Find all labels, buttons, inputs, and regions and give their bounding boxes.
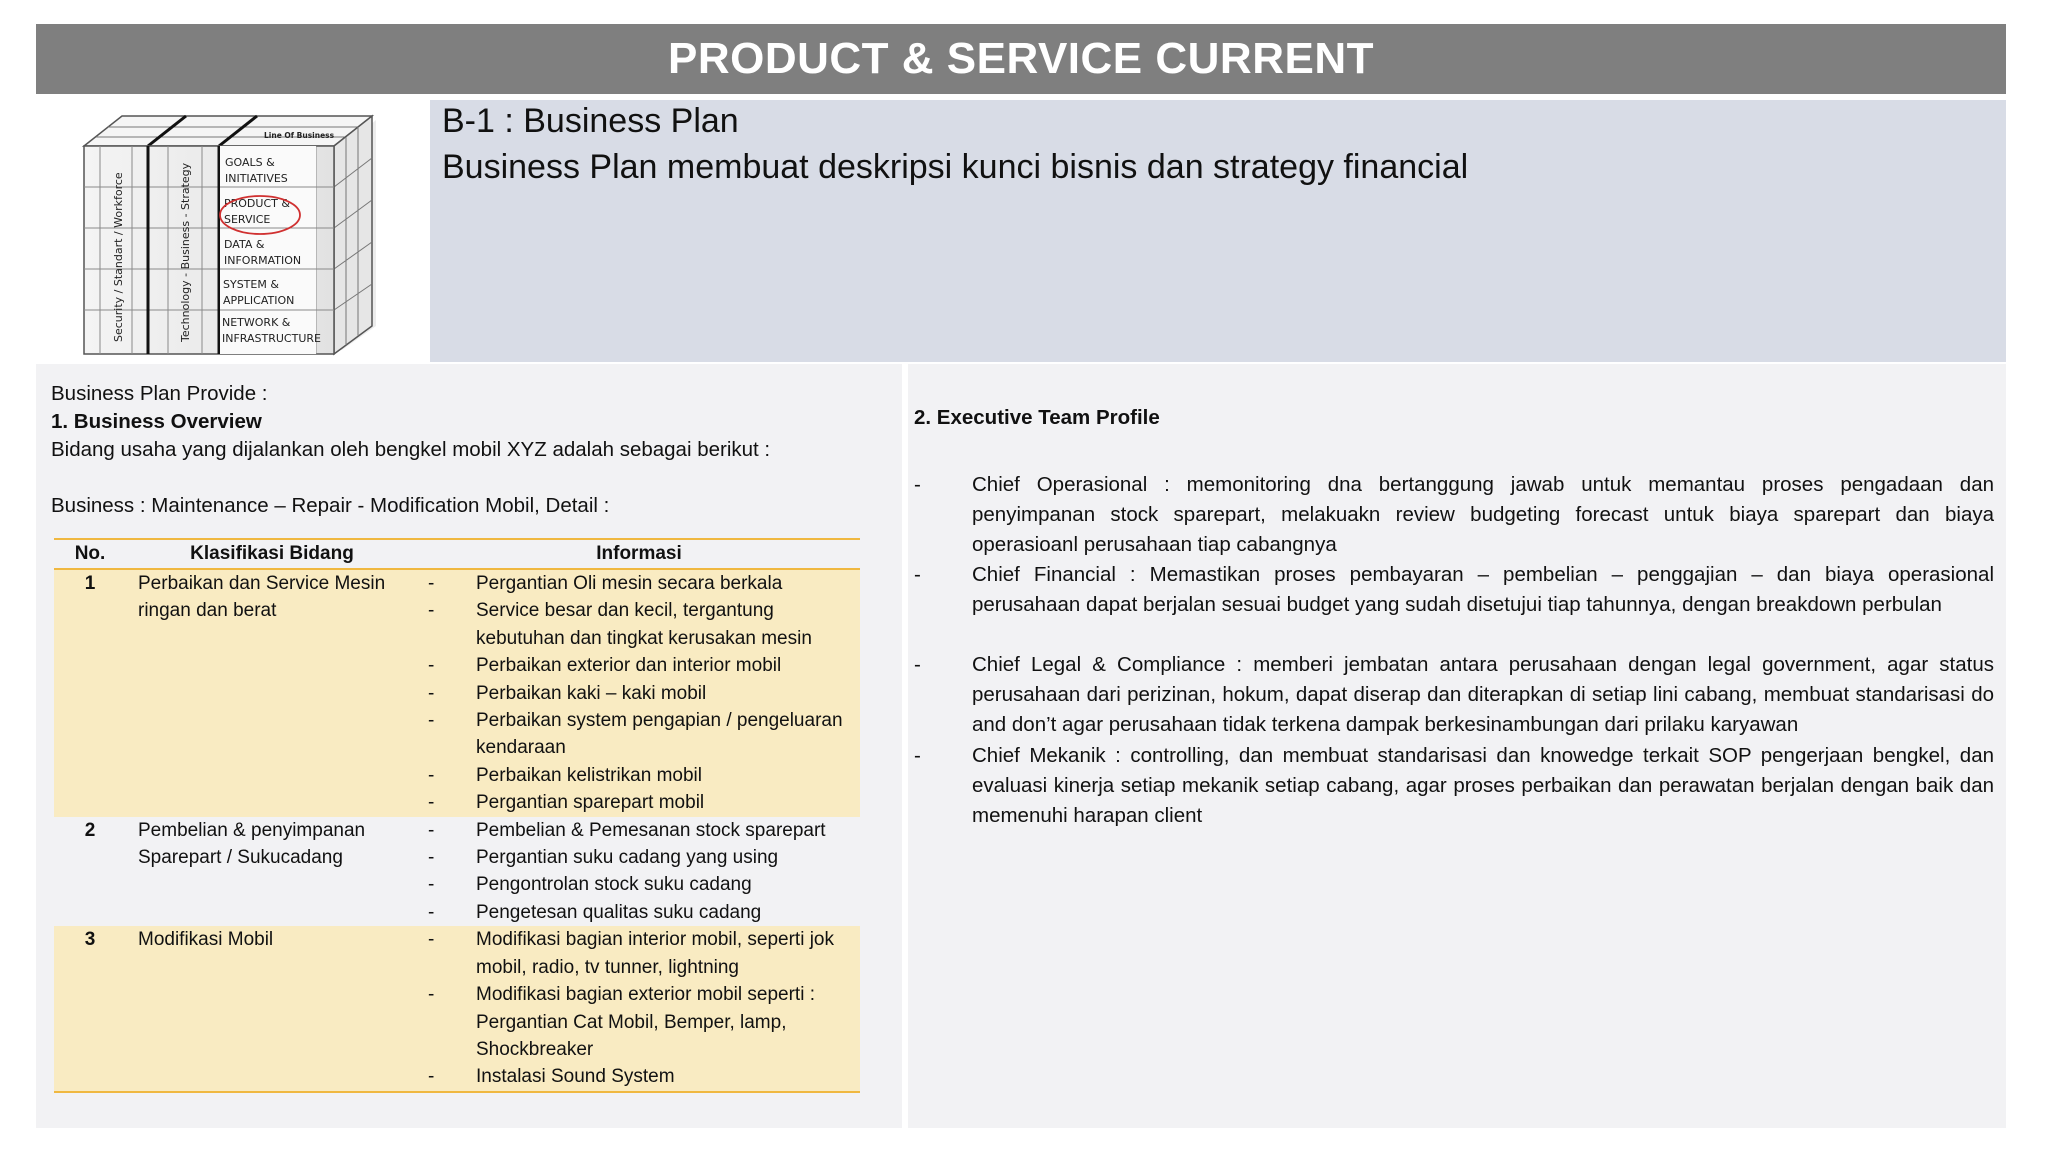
layer-4-line2: APPLICATION <box>223 294 295 307</box>
row-number: 3 <box>54 926 126 1091</box>
info-text: Instalasi Sound System <box>476 1066 675 1088</box>
info-text: Pergantian suku cadang yang using <box>476 847 779 869</box>
title-bar <box>36 24 2006 94</box>
col-header-no: No. <box>54 539 126 569</box>
bullet-dash: - <box>428 901 435 923</box>
business-table <box>54 538 860 1093</box>
table-header-row <box>54 539 860 569</box>
architecture-cube-svg <box>36 100 426 358</box>
executive-item <box>914 560 1994 620</box>
business-desc: Bidang usaha yang dijalankan oleh bengkel mobil XYZ adalah sebagai berikut : <box>51 438 771 461</box>
info-item <box>418 570 860 597</box>
info-item <box>418 981 860 1063</box>
bullet-dash: - <box>428 1066 435 1088</box>
bullet-dash: - <box>428 600 435 622</box>
info-text: Modifikasi bagian interior mobil, seperti jok mobil, radio, tv tunner, lightning <box>476 929 834 978</box>
row-klasifikasi: Pembelian & penyimpanan Sparepart / Sukucadang <box>138 819 366 869</box>
page-title: PRODUCT & SERVICE CURRENT <box>668 34 1374 83</box>
section-1-title: 1. Business Overview <box>51 410 262 433</box>
bullet-dash: - <box>428 764 435 786</box>
layer-3-line2: INFORMATION <box>224 254 302 267</box>
executive-team-panel <box>908 364 2006 1128</box>
business-line: Business : Maintenance – Repair - Modification Mobil, Detail : <box>51 494 610 517</box>
bullet-dash: - <box>428 573 435 594</box>
bullet-dash: - <box>428 984 435 1006</box>
layer-4-line1: SYSTEM & <box>223 278 279 291</box>
info-item <box>418 844 860 871</box>
bullet-dash: - <box>428 710 435 732</box>
info-text: Pergantian Oli mesin secara berkala <box>476 573 783 594</box>
info-text: Pengetesan qualitas suku cadang <box>476 901 762 923</box>
info-item <box>418 789 860 816</box>
header-line-1: B-1 : Business Plan <box>442 102 739 140</box>
executive-item-text: Chief Legal & Compliance : memberi jembatan antara perusahaan dengan legal government, agar status perusahaan dari perizinan, hokum, dapat diserap dan diterapkan di setiap lini cabang, membuat standarisasi do and don’t agar perusahaan tidak terkena dampak berkesinambungan dari prilaku karyawan <box>972 653 1994 736</box>
table-row <box>54 817 860 927</box>
business-overview-panel <box>36 364 902 1128</box>
info-item <box>418 680 860 707</box>
bullet-dash: - <box>428 655 435 677</box>
info-item <box>418 926 860 981</box>
architecture-diagram <box>36 100 426 358</box>
executive-item-text: Chief Mekanik : controlling, dan membuat standarisasi dan knowedge terkait SOP pengerjaan bengkel, dan evaluasi kinerja setiap mekanik setiap cabang, agar proses perbaikan dan perawatan berjalan dengan baik dan memenuhi harapan client <box>972 744 1994 827</box>
bullet-dash: - <box>428 929 435 951</box>
row-number: 1 <box>54 569 126 817</box>
diagram-top-label: Line Of Business <box>264 131 335 140</box>
info-text: Perbaikan kelistrikan mobil <box>476 764 702 786</box>
header-box <box>430 100 2006 362</box>
layer-2-line1: PRODUCT & <box>224 197 290 210</box>
layer-2-line2: SERVICE <box>224 213 271 226</box>
info-text: Pengontrolan stock suku cadang <box>476 874 752 896</box>
col-header-informasi: Informasi <box>418 539 860 569</box>
bullet-dash: - <box>914 563 921 586</box>
info-text: Pembelian & Pemesanan stock sparepart <box>476 819 826 841</box>
bullet-dash: - <box>914 653 921 676</box>
row-number: 2 <box>84 819 96 841</box>
bullet-dash: - <box>428 792 435 814</box>
bullet-dash: - <box>914 744 921 767</box>
bullet-dash: - <box>428 847 435 869</box>
info-item <box>418 817 860 844</box>
executive-item-text: Chief Financial : Memastikan proses pembayaran – pembelian – penggajian – dan biaya operasional perusahaan dapat berjalan sesuai budget yang sudah disetujui tiap tahunnya, dengan breakdown perbulan <box>972 563 1994 616</box>
section-2-title: 2. Executive Team Profile <box>914 406 1160 429</box>
info-item <box>418 707 860 762</box>
info-text: Perbaikan kaki – kaki mobil <box>476 682 707 704</box>
row-informasi <box>418 926 860 1091</box>
layer-5-line1: NETWORK & <box>222 316 291 329</box>
executive-item <box>914 470 1994 560</box>
info-text: Pergantian sparepart mobil <box>476 792 705 814</box>
info-text: Modifikasi bagian exterior mobil seperti : Pergantian Cat Mobil, Bemper, lamp, Shockbreaker <box>476 984 815 1060</box>
bullet-dash: - <box>428 819 435 841</box>
row-klasifikasi: Perbaikan dan Service Mesin ringan dan berat <box>126 569 418 817</box>
bullet-dash: - <box>428 874 435 896</box>
executive-item <box>914 741 1994 831</box>
row-informasi <box>418 569 860 817</box>
layer-1-line2: INITIATIVES <box>225 172 288 185</box>
info-text: Perbaikan system pengapian / pengeluaran kendaraan <box>476 710 843 759</box>
info-item <box>418 597 860 652</box>
row-informasi <box>418 817 860 927</box>
executive-item <box>914 650 1994 740</box>
table-row <box>54 926 860 1091</box>
layer-5-line2: INFRASTRUCTURE <box>222 332 321 345</box>
diagram-left-label: Security / Standart / Workforce <box>112 172 125 342</box>
bullet-dash: - <box>914 473 921 496</box>
info-item <box>418 1063 860 1090</box>
header-line-2: Business Plan membuat deskripsi kunci bisnis dan strategy financial <box>442 148 1469 186</box>
bullet-dash: - <box>428 682 435 704</box>
info-item <box>418 762 860 789</box>
col-header-klasifikasi: Klasifikasi Bidang <box>126 539 418 569</box>
executive-item-text: Chief Operasional : memonitoring dna bertanggung jawab untuk memantau proses pengadaan dan penyimpanan stock sparepart, melakuakn review budgeting forecast untuk biaya sparepart dan biaya operasioanl perusahaan tiap cabangnya <box>972 473 1994 556</box>
info-item <box>418 899 860 926</box>
info-item <box>418 652 860 679</box>
table-row <box>54 569 860 817</box>
intro-text: Business Plan Provide : <box>51 382 268 405</box>
layer-3-line1: DATA & <box>224 238 265 251</box>
info-item <box>418 871 860 898</box>
info-text: Service besar dan kecil, tergantung kebutuhan dan tingkat kerusakan mesin <box>476 600 812 649</box>
diagram-mid-label: Technology - Business - Strategy <box>179 162 192 342</box>
info-text: Perbaikan exterior dan interior mobil <box>476 655 782 677</box>
row-klasifikasi: Modifikasi Mobil <box>126 926 418 1091</box>
layer-1-line1: GOALS & <box>225 156 275 169</box>
